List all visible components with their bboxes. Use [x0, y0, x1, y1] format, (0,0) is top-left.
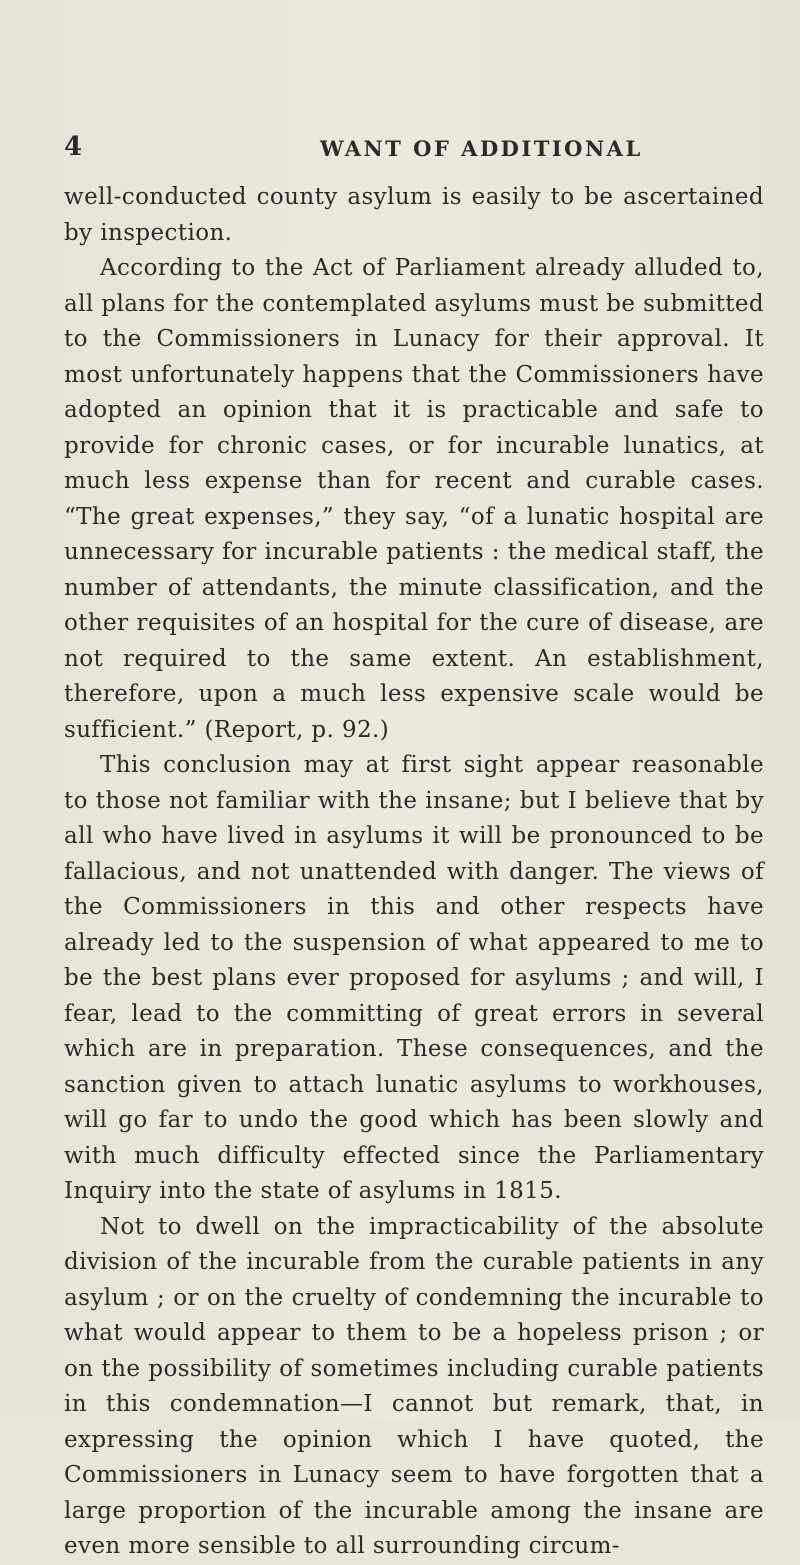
running-head: WANT OF ADDITIONAL — [320, 136, 643, 161]
body-text — [64, 180, 764, 1565]
paragraph-act-of-parliament: According to the Act of Parliament already alluded to, all plans for the contemplated asylums must be submitted to the Commissioners in Lunacy for their approval. It most unfortunately happens that the Commissioners have adopted an opinion that it is practicable and safe to provide for chronic cases, or for incurable lunatics, at much less expense than for recent and curable cases. “The great expenses,” they say, “of a lunatic hospital are unnecessary for incurable patients : the medical staff, the number of attendants, the minute classification, and the other requisites of an hospital for the cure of disease, are not required to the same extent. An establishment, therefore, upon a much less expensive scale would be sufficient.” (Report, p. 92.) — [64, 255, 764, 743]
page-number: 4 — [64, 132, 83, 162]
page-header — [64, 132, 764, 172]
paragraph-impracticability: Not to dwell on the impracticability of the absolute division of the incurable from the curable patients in any asylum ; or on the cruelty of condemning the incurable to what would appear to them to be a hopeless prison ; or on the possibility of sometimes including curable patients in this condemnation—I cannot but remark, that, in expressing the opinion which I have quoted, the Commissioners in Lunacy seem to have forgotten that a large proportion of the incurable among the insane are even more sensible to all surrounding circum- — [64, 1213, 764, 1559]
paragraph-conclusion: This conclusion may at first sight appear reasonable to those not familiar with the insane; but I believe that by all who have lived in asylums it will be pronounced to be fallacious, and not unattended with danger. The views of the Commissioners in this and other respects have already led to the suspension of what appeared to me to be the best plans ever proposed for asylums ; and will, I fear, lead to the committing of great errors in several which are in preparation. These consequences, and the sanction given to attach lunatic asylums to workhouses, will go far to undo the good which has been slowly and with much difficulty effected since the Parliamentary Inquiry into the state of asylums in 1815. — [64, 752, 764, 1204]
paragraph-continuation: well-conducted county asylum is easily to be ascertained by inspection. — [64, 184, 764, 246]
